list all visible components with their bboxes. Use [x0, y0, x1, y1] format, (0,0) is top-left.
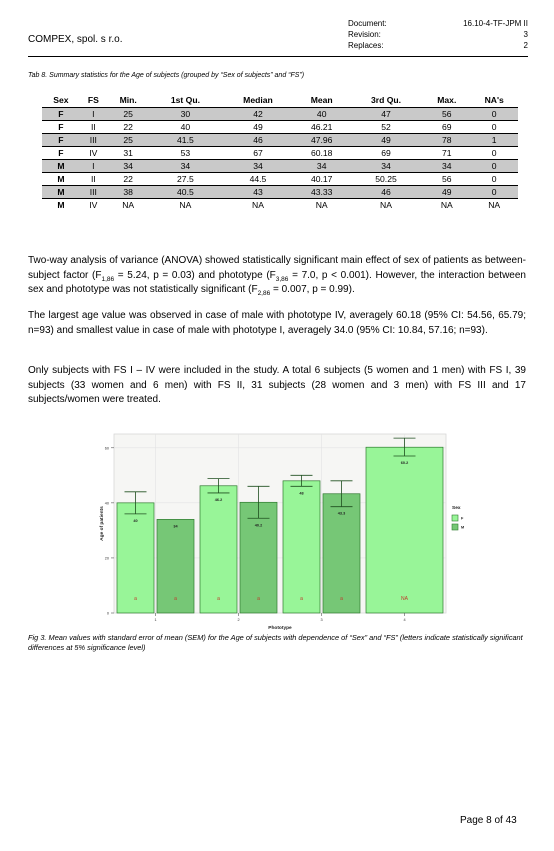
cell-fs: III	[80, 134, 107, 147]
bar	[200, 486, 237, 613]
document-value: 16.10-4-TF-JPM II	[463, 19, 528, 28]
cell-mean: 47.96	[295, 134, 349, 147]
cell-min: 22	[107, 121, 149, 134]
cell-mean: 60.18	[295, 147, 349, 160]
anova-text-1: Two-way analysis of variance (ANOVA) showed statistically significant main effect of sex of patients as between-subject factor (F	[28, 255, 526, 281]
cell-nas: 0	[470, 186, 518, 199]
column-header-1st-qu: 1st Qu.	[149, 93, 221, 108]
cell-3rd-qu: 52	[349, 121, 423, 134]
column-header-fs: FS	[80, 93, 107, 108]
legend-label: F	[461, 516, 464, 521]
table-row	[42, 186, 518, 199]
cell-3rd-qu: 47	[349, 108, 423, 121]
cell-nas: 0	[470, 108, 518, 121]
cell-min: 38	[107, 186, 149, 199]
replaces-value: 2	[523, 41, 528, 50]
cell-nas: NA	[488, 200, 501, 210]
cell-3rd-qu: 49	[349, 134, 423, 147]
y-tick-label: 40	[104, 501, 109, 506]
cell-1st-qu: 41.5	[149, 134, 221, 147]
x-tick-label: 2	[237, 618, 240, 622]
legend-label: M	[461, 525, 465, 530]
age-by-phototype-chart	[94, 430, 482, 656]
anova-text-2: = 5.24, p = 0.03) and phototype (F	[114, 269, 276, 281]
cell-nas: 1	[470, 134, 518, 147]
table-row	[42, 108, 518, 121]
cell-min: 22	[107, 173, 149, 186]
cell-fs: II	[80, 173, 107, 186]
cell-1st-qu: 40.5	[149, 186, 221, 199]
cell-fs: I	[80, 160, 107, 173]
figure-caption: Fig 3. Mean values with standard error of mean (SEM) for the Age of subjects with dependence of “Sex” and “FS” (letters indicate statistically significant differences at 5% significance level)	[28, 633, 523, 652]
y-tick-label: 0	[106, 611, 109, 616]
cell-median: 43	[221, 186, 294, 199]
revision-row	[348, 30, 528, 41]
cell-mean: 43.33	[295, 186, 349, 199]
legend-title: Sex	[452, 506, 461, 511]
column-header-max: Max.	[423, 93, 470, 108]
bar	[366, 447, 443, 613]
legend-swatch	[452, 515, 458, 521]
revision-label: Revision:	[348, 30, 381, 39]
data-label: 46.2	[214, 497, 223, 502]
cell-min: 31	[107, 147, 149, 160]
document-info	[348, 19, 528, 52]
replaces-row	[348, 41, 528, 52]
cell-3rd-qu: 34	[349, 160, 423, 173]
cell-sex: M	[42, 160, 80, 173]
cell-3rd-qu: 69	[349, 147, 423, 160]
cell-median: 34	[221, 160, 294, 173]
cell-sex: M	[57, 200, 65, 210]
data-label: 40	[133, 518, 138, 523]
table-row	[42, 160, 518, 173]
column-header-min: Min.	[107, 93, 149, 108]
data-label: 34	[173, 524, 178, 529]
company-name: COMPEX, spol. s r.o.	[28, 34, 123, 45]
legend-swatch	[452, 524, 458, 530]
cell-1st-qu: 30	[149, 108, 221, 121]
cell-max: 69	[423, 121, 470, 134]
cell-mean: 34	[295, 160, 349, 173]
anova-df-phototype: 3,86	[275, 275, 289, 283]
y-tick-label: 20	[104, 556, 109, 561]
cell-median: 42	[221, 108, 294, 121]
significance-letter: a	[174, 596, 177, 602]
data-label: 43.3	[337, 511, 346, 516]
table-caption: Tab 8. Summary statistics for the Age of subjects (grouped by “Sex of subjects” and “FS”)	[28, 72, 305, 79]
header-rule	[28, 56, 528, 57]
page-number: Page 8 of 43	[460, 815, 517, 826]
cell-3rd-qu: NA	[380, 200, 392, 210]
cell-min: 25	[107, 108, 149, 121]
cell-1st-qu: 27.5	[149, 173, 221, 186]
column-header-sex: Sex	[42, 93, 80, 108]
cell-max: 56	[423, 173, 470, 186]
significance-letter: a	[340, 596, 343, 602]
significance-letter: NA	[401, 596, 408, 602]
cell-mean: 40.17	[295, 173, 349, 186]
x-tick-label: 4	[403, 618, 406, 622]
cell-nas: 0	[470, 160, 518, 173]
cell-min: 25	[107, 134, 149, 147]
cell-sex: F	[42, 134, 80, 147]
cell-median: 46	[221, 134, 294, 147]
cell-1st-qu: 34	[149, 160, 221, 173]
anova-df-sex: 1,86	[101, 275, 115, 283]
cell-1st-qu: NA	[179, 200, 192, 210]
y-tick-label: 60	[104, 446, 109, 451]
column-header-nas: NA's	[470, 93, 518, 108]
cell-sex: F	[42, 121, 80, 134]
x-tick-label: 1	[154, 618, 157, 622]
y-axis-title: Age of patients	[100, 506, 105, 541]
cell-nas: 0	[470, 121, 518, 134]
table-row	[42, 134, 518, 147]
x-axis-title: Phototype	[268, 626, 292, 631]
cell-min: 34	[107, 160, 149, 173]
cell-median: 67	[221, 147, 294, 160]
x-tick-label: 3	[320, 618, 323, 622]
cell-sex: M	[42, 173, 80, 186]
data-label: 40.2	[254, 523, 263, 528]
document-row	[348, 19, 528, 30]
cell-fs: IV	[89, 200, 98, 210]
anova-df-interaction: 2,86	[257, 290, 271, 297]
cell-max: 78	[423, 134, 470, 147]
cell-max: 56	[423, 108, 470, 121]
table-header-row	[42, 93, 518, 108]
cell-fs: I	[80, 108, 107, 121]
column-header-3rd-qu: 3rd Qu.	[349, 93, 423, 108]
data-label: 48	[299, 491, 304, 496]
table-row	[42, 199, 518, 212]
table-row	[42, 147, 518, 160]
age-extremes-paragraph: The largest age value was observed in case of male with phototype IV, averagely 60.18 (95% CI: 54.56, 65.79; n=93) and smallest value in case of male with phototype I, averagely 34.0 (95% CI: 10.84, 57.16; n=93).	[28, 310, 526, 336]
significance-letter: a	[217, 596, 220, 602]
cell-sex: F	[42, 108, 80, 121]
cell-median: 49	[221, 121, 294, 134]
column-header-mean: Mean	[295, 93, 349, 108]
cell-sex: M	[42, 186, 80, 199]
anova-paragraph	[28, 254, 526, 298]
cell-min: NA	[122, 200, 135, 210]
cell-max: 49	[423, 186, 470, 199]
cell-sex: F	[42, 147, 80, 160]
cell-fs: III	[80, 186, 107, 199]
cell-1st-qu: 40	[149, 121, 221, 134]
cell-nas: 0	[470, 173, 518, 186]
table-row	[42, 121, 518, 134]
replaces-label: Replaces:	[348, 41, 384, 50]
cell-median: 44.5	[221, 173, 294, 186]
cell-fs: II	[80, 121, 107, 134]
document-label: Document:	[348, 19, 387, 28]
cell-nas: 0	[470, 147, 518, 160]
cell-max: 34	[423, 160, 470, 173]
cell-3rd-qu: 46	[349, 186, 423, 199]
subjects-paragraph: Only subjects with FS I – IV were included in the study. A total 6 subjects (5 women and 1 men) with FS I, 39 subjects (33 women and 6 men) with FS II, 31 subjects (28 women and 3 men) with FS III and 17 subjects/women were treated.	[28, 365, 526, 405]
summary-statistics-table	[42, 93, 518, 211]
table-row	[42, 173, 518, 186]
column-header-median: Median	[221, 93, 294, 108]
anova-text-3: = 7.0, p < 0.001). However, the interaction between sex and phototype was not statistically significant (F	[28, 269, 526, 295]
cell-median: NA	[252, 200, 264, 210]
anova-text-4: = 0.007, p = 0.99).	[270, 284, 355, 295]
significance-letter: a	[300, 596, 303, 602]
cell-fs: IV	[80, 147, 107, 160]
cell-max: 71	[423, 147, 470, 160]
cell-max: NA	[440, 200, 453, 210]
cell-1st-qu: 53	[149, 147, 221, 160]
significance-letter: a	[257, 596, 260, 602]
revision-value: 3	[523, 30, 528, 39]
cell-mean: 46.21	[295, 121, 349, 134]
cell-3rd-qu: 50.25	[349, 173, 423, 186]
cell-mean: 40	[295, 108, 349, 121]
cell-mean: NA	[315, 200, 328, 210]
data-label: 60.2	[400, 461, 409, 466]
bar	[283, 481, 320, 613]
significance-letter: a	[134, 596, 137, 602]
